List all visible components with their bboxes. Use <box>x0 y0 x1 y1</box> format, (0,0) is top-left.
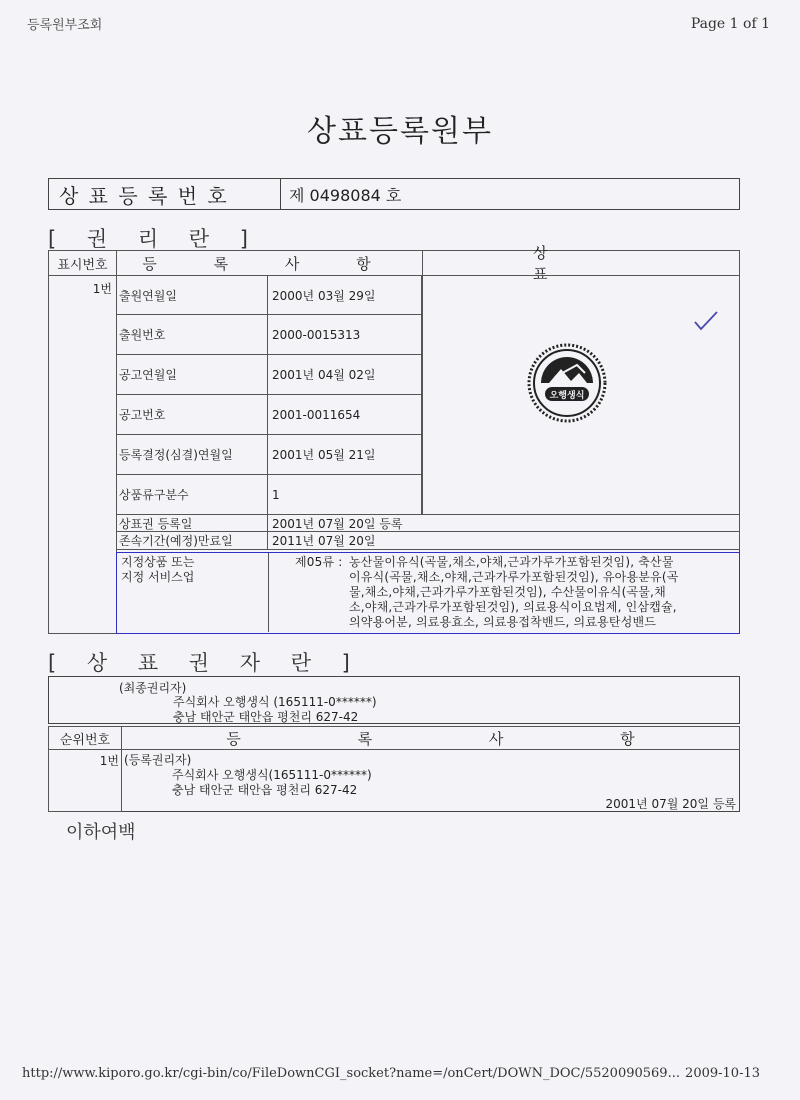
final-owner-box <box>48 676 740 724</box>
col-owner-reg-matters: 등 록 사 항 <box>121 726 740 750</box>
field-label-1: 출원번호 <box>116 314 268 355</box>
field-label-5: 상품류구분수 <box>116 474 268 515</box>
expiry-value: 2011년 07월 20일 <box>267 531 740 550</box>
blank-note: 이하여백 <box>66 822 136 843</box>
rank-cell <box>48 749 122 812</box>
field-label-2: 공고연월일 <box>116 354 268 395</box>
field-label-0: 출원연월일 <box>116 275 268 315</box>
check-mark-icon <box>693 310 719 332</box>
designated-goods-box <box>116 552 740 634</box>
footer-date: 2009-10-13 <box>685 1066 760 1081</box>
field-label-4: 등록결정(심결)연월일 <box>116 434 268 475</box>
goods-class: 제05류 : <box>295 555 343 569</box>
reg-number-value: 제 0498084 호 <box>289 185 402 205</box>
display-no-cell <box>48 275 117 634</box>
owner-entry-name: 주식회사 오행생식(165111-0******) <box>172 768 372 782</box>
page-title: 상표등록원부 <box>307 114 493 149</box>
owner-entry-reg: 2001년 07월 20일 등록 <box>605 797 736 811</box>
field-value-2: 2001년 04월 02일 <box>267 354 422 395</box>
field-value-1: 2000-0015313 <box>267 314 422 355</box>
owner-reg-table <box>48 726 740 812</box>
field-label-3: 공고번호 <box>116 394 268 435</box>
col-rank: 순위번호 <box>48 726 122 750</box>
owner-entry-no: 1번 <box>99 754 119 768</box>
field-value-5: 1 <box>267 474 422 515</box>
col-display-no: 표시번호 <box>48 250 117 276</box>
trademark-logo-text: 오행생식 <box>549 391 585 401</box>
goods-line-2: 물,채소,야채,근과가루가포함된것임), 수산물이유식(곡물,채 <box>349 585 666 599</box>
reg-number-box <box>48 178 740 210</box>
reg-date-value: 2001년 07월 20일 등록 <box>267 514 740 532</box>
header-left: 등록원부조회 <box>27 18 103 33</box>
field-value-4: 2001년 05월 21일 <box>267 434 422 475</box>
field-value-3: 2001-0011654 <box>267 394 422 435</box>
entry-no: 1번 <box>92 282 112 296</box>
reg-number-label: 상 표 등 록 번 호 <box>49 179 281 209</box>
col-reg-matters: 등 록 사 항 <box>116 250 423 276</box>
trademark-logo <box>527 343 607 423</box>
rights-table <box>48 244 740 634</box>
final-owner-address: 충남 태안군 태안읍 평천리 627-42 <box>173 710 359 724</box>
trademark-seal-icon <box>527 343 607 423</box>
goods-line-4: 의약용어분, 의료용효소, 의료용접착밴드, 의료용탄성밴드 <box>349 615 657 629</box>
goods-label-1: 지정상품 또는 <box>121 555 195 569</box>
trademark-cell <box>422 275 740 515</box>
owner-entry-address: 충남 태안군 태안읍 평천리 627-42 <box>172 783 358 797</box>
goods-line-0: 농산물이유식(곡물,채소,야채,근과가루가포함된것임), 축산물 <box>349 555 674 569</box>
col-mark: 상 표 <box>422 250 740 276</box>
goods-label-2: 지정 서비스업 <box>121 570 195 584</box>
field-value-0: 2000년 03월 29일 <box>267 275 422 315</box>
footer-url[interactable]: http://www.kiporo.go.kr/cgi-bin/co/FileDownCGI_socket?name=/onCert/DOWN_DOC/5520090569... <box>22 1066 680 1081</box>
final-owner-name: 주식회사 오행생식 (165111-0******) <box>173 695 377 709</box>
reg-date-label: 상표권 등록일 <box>116 514 268 532</box>
page-indicator: Page 1 of 1 <box>690 16 770 32</box>
owner-section-label: [ 상 표 권 자 란 ] <box>48 651 362 675</box>
owner-entry-tag: (등록권리자) <box>124 753 192 767</box>
goods-line-3: 소,야채,근과가루가포함된것임), 의료용식이요법제, 인삼캡슐, <box>349 600 677 614</box>
rights-section-label: [ 권 리 란 ] <box>48 227 260 251</box>
final-owner-tag: (최종권리자) <box>119 681 187 695</box>
expiry-label: 존속기간(예정)만료일 <box>116 531 268 550</box>
goods-line-1: 이유식(곡물,채소,야채,근과가루가포함된것임), 유아용분유(곡 <box>349 570 679 584</box>
